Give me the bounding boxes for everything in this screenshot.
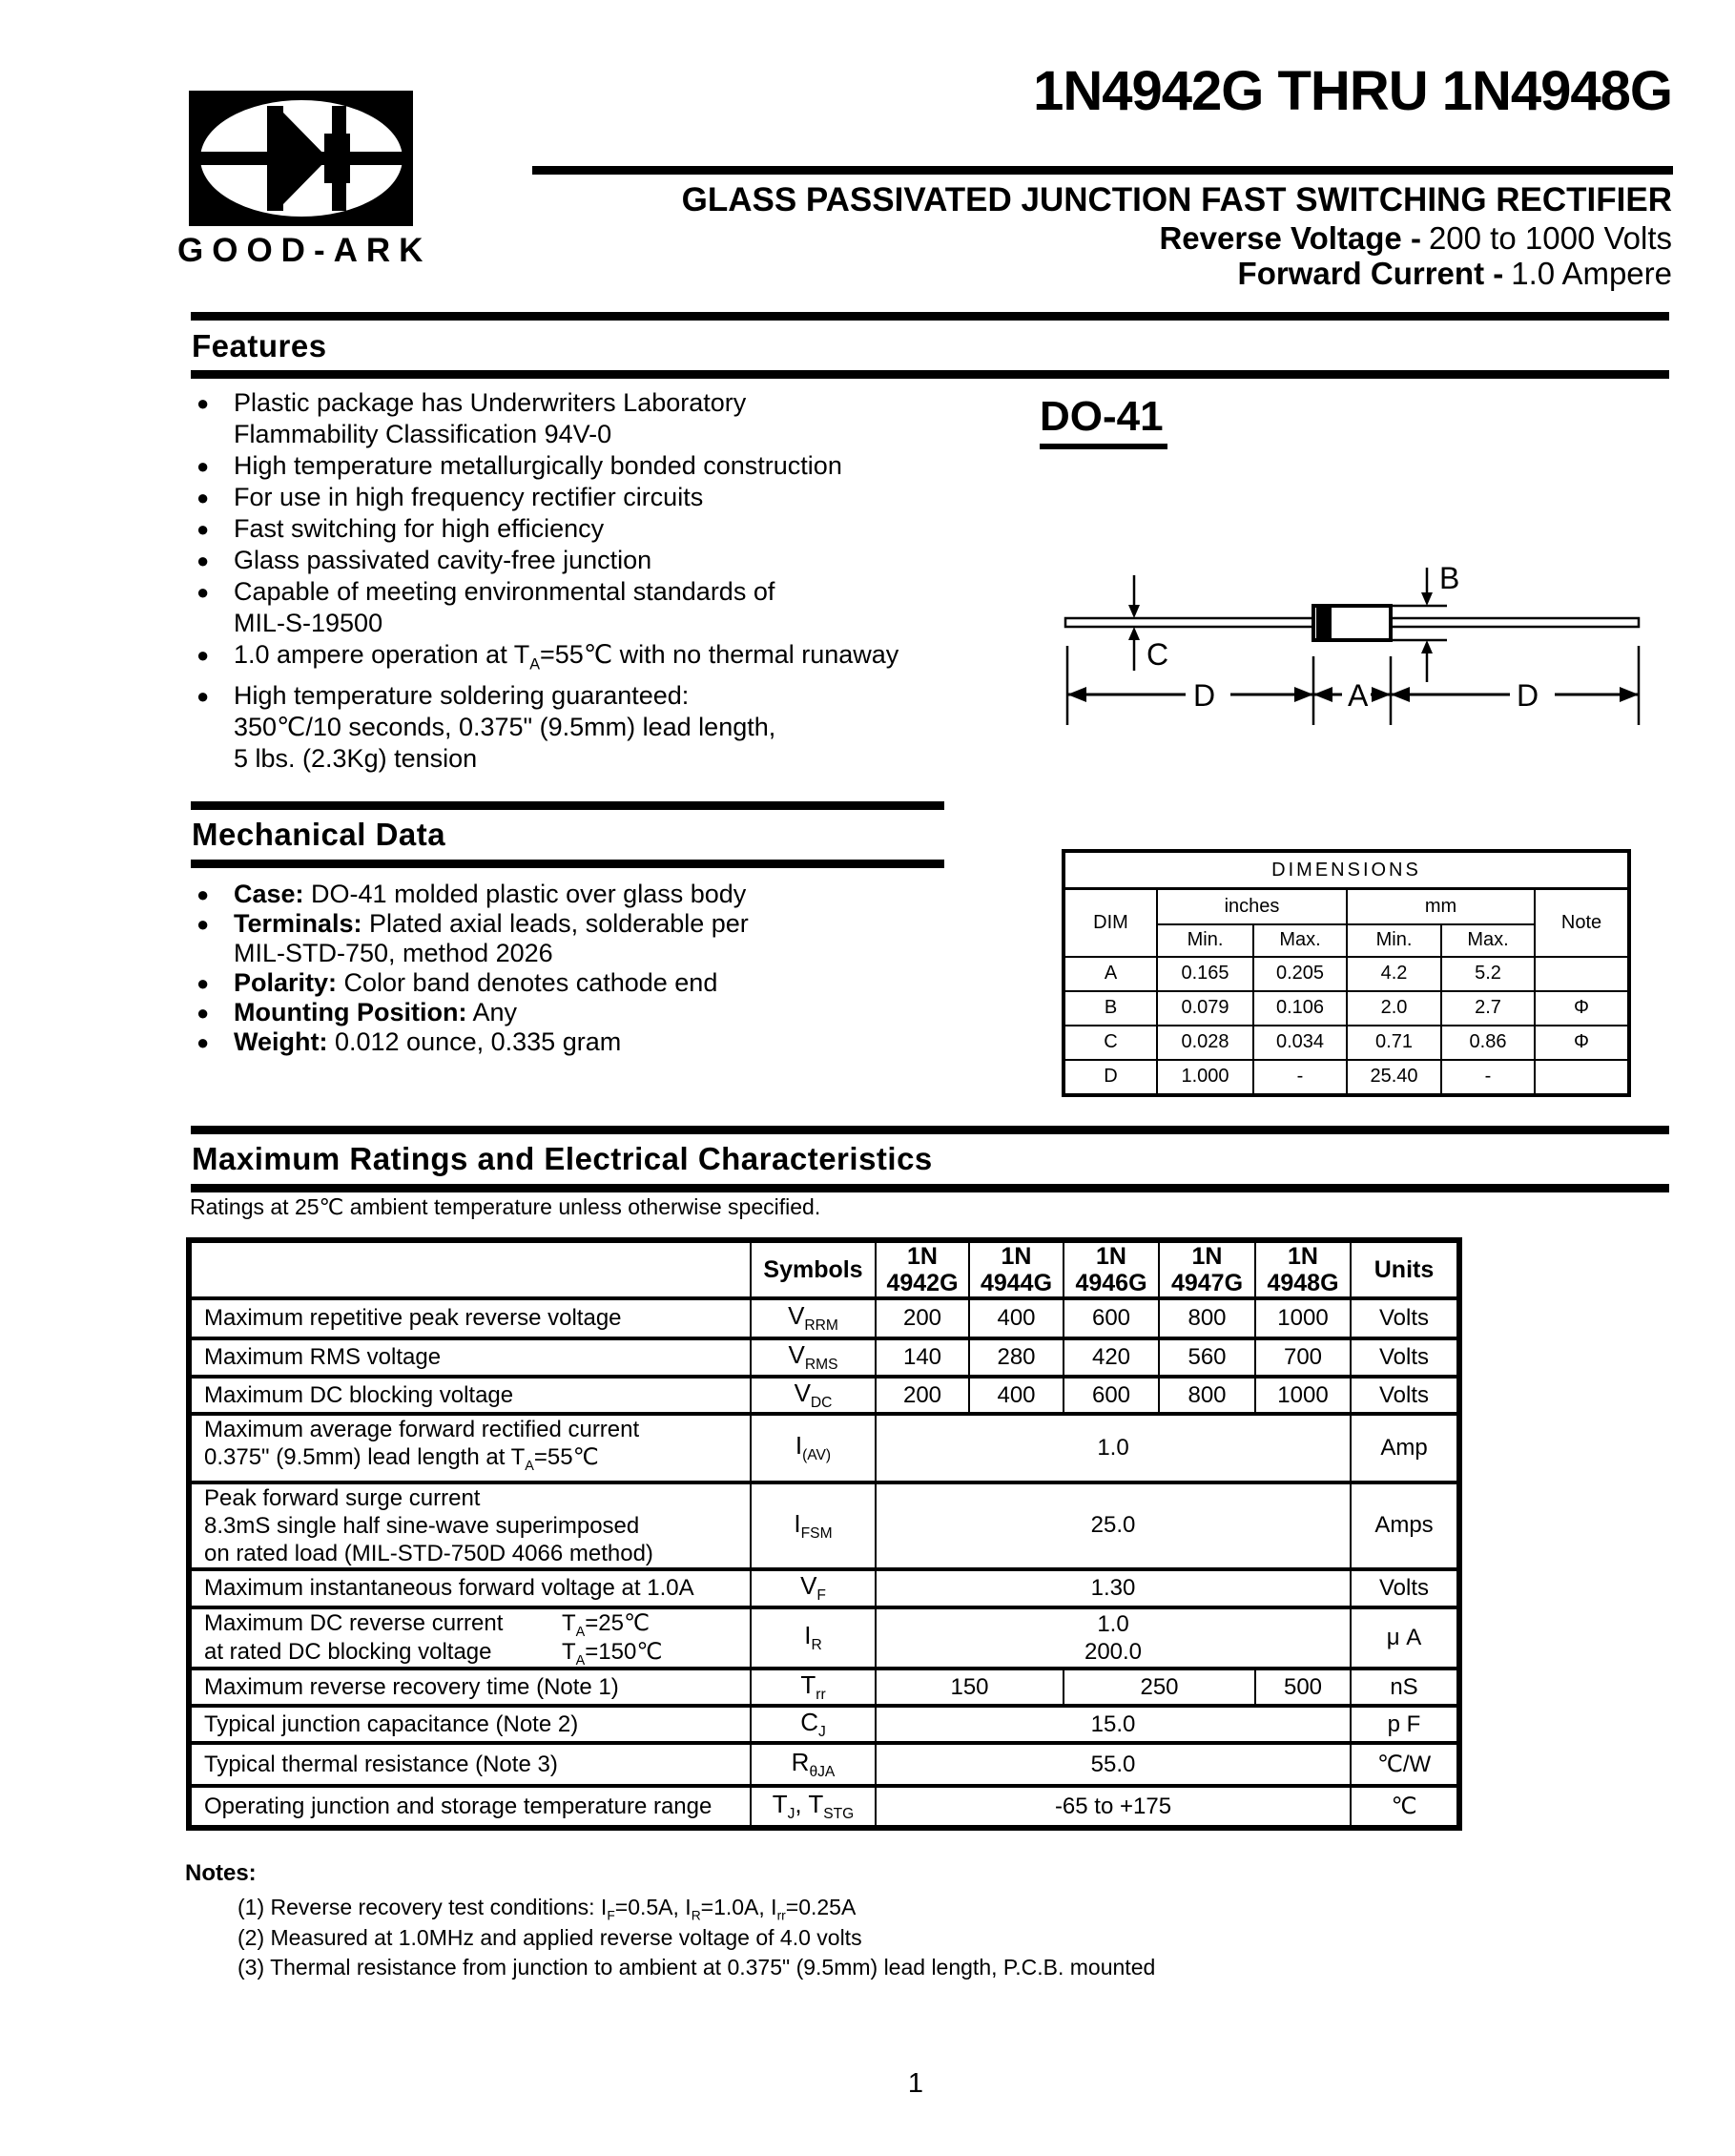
bullet-icon: ● [196,391,210,415]
rating-value: 280 [969,1338,1064,1377]
rating-value: 1.30 [876,1569,1351,1607]
bullet-icon: ● [196,486,210,509]
bullet-icon: ● [196,882,210,906]
ratings-header-row [189,1240,1459,1298]
note-1: (1) Reverse recovery test conditions: $I_F=0.5A$, $I_R=1.0A$, $I_{rr}=0.25A$ [238,1895,857,1923]
rating-value: 200 [876,1298,969,1338]
dimensions-table [1062,849,1631,1097]
mech-label: Terminals: [234,909,362,938]
notes-heading: Notes: [185,1860,257,1886]
rating-unit: Volts [1351,1338,1459,1377]
features-list [196,387,898,775]
goodark-logo-icon [189,91,413,226]
dim-label-a: A [1348,678,1369,713]
rating-value: 200 [876,1377,969,1414]
dim-cell [1535,957,1629,991]
page-number: 1 [907,2068,924,2099]
rating-value: 700 [1255,1338,1351,1377]
doc-subtitle: GLASS PASSIVATED JUNCTION FAST SWITCHING RECTIFIER [681,181,1672,218]
rating-value: 600 [1064,1298,1159,1338]
feature-text: For use in high frequency rectifier circuits [234,483,704,511]
col-header-symbols: Symbols [751,1240,876,1298]
rating-desc: Maximum RMS voltage [189,1338,751,1377]
section-divider [191,312,1669,321]
rating-value: 1.0 200.0 [876,1607,1351,1669]
feature-text: Capable of meeting environmental standards of [234,577,775,606]
rating-value: 25.0 [876,1482,1351,1569]
rating-unit: ℃/W [1351,1743,1459,1786]
rating-value: 1000 [1255,1377,1351,1414]
feature-text: 5 lbs. (2.3Kg) tension [234,744,478,774]
ratings-subnote: Ratings at 25℃ ambient temperature unless otherwise specified. [190,1194,821,1219]
rating-value: 500 [1255,1669,1351,1706]
cathode-band [1316,606,1332,640]
feature-item [196,680,898,712]
rating-desc: Maximum instantaneous forward voltage at 1.0A [189,1569,751,1607]
rating-value: 400 [969,1377,1064,1414]
forward-current-line [1238,256,1672,292]
col-header-note: Note [1535,889,1629,957]
rating-row [189,1706,1459,1743]
rating-symbol: $V_{RRM}$ [751,1298,876,1338]
mech-label: Weight: [234,1027,328,1056]
col-header-part: 1N 4944G [969,1240,1064,1298]
feature-text: 1.0 ampere operation at $T_A=55℃$ with no thermal runaway [234,640,899,674]
dim-cell: 0.106 [1253,991,1347,1026]
feature-item [196,387,898,419]
col-header-inches: inches [1157,889,1347,924]
page-title: 1N4942G THRU 1N4948G [1033,60,1672,122]
dim-cell: 0.034 [1253,1026,1347,1060]
dim-cell: B [1064,991,1157,1026]
feature-item [196,450,898,482]
dim-label-c: C [1146,637,1169,672]
mech-label: Case: [234,880,304,908]
col-header-min: Min. [1347,924,1441,957]
forward-current-value: 1.0 Ampere [1511,256,1672,291]
rating-row [189,1338,1459,1377]
note-2: (2) Measured at 1.0MHz and applied reverse voltage of 4.0 volts [238,1925,862,1950]
rating-symbol: $I_{FSM}$ [751,1482,876,1569]
bullet-icon: ● [196,912,210,936]
dim-cell: 0.079 [1157,991,1253,1026]
reverse-voltage-line [1159,220,1672,257]
rating-row [189,1414,1459,1482]
dimensions-title: DIMENSIONS [1064,851,1629,889]
rating-row [189,1377,1459,1414]
rating-unit: Amps [1351,1482,1459,1569]
reverse-voltage-value: 200 to 1000 Volts [1428,220,1672,256]
mech-label: Polarity: [234,968,338,997]
col-header-units: Units [1351,1240,1459,1298]
rating-desc: Maximum average forward rectified current 0.375" (9.5mm) lead length at $T_A=55℃$ [189,1414,751,1482]
forward-current-label: Forward Current - [1237,256,1504,291]
package-name: DO-41 [1040,393,1167,449]
dim-cell: 4.2 [1347,957,1441,991]
mechanical-heading: Mechanical Data [192,817,446,852]
rating-value: 1.0 [876,1414,1351,1482]
feature-item [196,712,898,743]
feature-item [196,419,898,450]
mech-text: 0.012 ounce, 0.335 gram [327,1027,622,1056]
reverse-voltage-label: Reverse Voltage - [1159,220,1421,256]
dim-cell: A [1064,957,1157,991]
feature-text: High temperature metallurgically bonded construction [234,451,842,480]
dimension-row [1064,991,1629,1026]
title-divider [532,166,1673,175]
dim-cell: C [1064,1026,1157,1060]
dimension-row [1064,1026,1629,1060]
dim-cell: Φ [1535,1026,1629,1060]
rating-unit: Volts [1351,1377,1459,1414]
col-header-mm: mm [1347,889,1535,924]
rating-unit: ℃ [1351,1786,1459,1828]
mech-text: Plated axial leads, solderable per [361,909,749,938]
rating-value: 55.0 [876,1743,1351,1786]
blank-header-cell [189,1240,751,1298]
col-header-part: 1N 4946G [1064,1240,1159,1298]
ratings-table [186,1237,1462,1831]
dimension-row [1064,1060,1629,1095]
feature-text: MIL-S-19500 [234,609,383,637]
bullet-icon: ● [196,517,210,541]
dim-cell: D [1064,1060,1157,1095]
bullet-icon: ● [196,1001,210,1025]
dim-cell: 25.40 [1347,1060,1441,1095]
rating-value: 250 [1064,1669,1255,1706]
dim-label-b: B [1439,561,1460,595]
dim-label-d-right: D [1517,678,1539,713]
rating-unit: p F [1351,1706,1459,1743]
rating-symbol: $V_F$ [751,1569,876,1607]
rating-unit: Volts [1351,1569,1459,1607]
feature-item [196,608,898,639]
feature-text: Fast switching for high efficiency [234,514,605,543]
mechanical-item [196,909,749,939]
mechanical-item [196,880,749,909]
rating-value: 800 [1159,1298,1255,1338]
dim-cell: 0.165 [1157,957,1253,991]
rating-value: 140 [876,1338,969,1377]
feature-text: High temperature soldering guaranteed: [234,681,690,711]
dim-cell: Φ [1535,991,1629,1026]
rating-symbol: $V_{RMS}$ [751,1338,876,1377]
ratings-heading: Maximum Ratings and Electrical Characteristics [192,1141,933,1176]
dim-cell: 2.0 [1347,991,1441,1026]
col-header-part: 1N 4942G [876,1240,969,1298]
rating-unit: Volts [1351,1298,1459,1338]
rating-row [189,1607,1459,1669]
dim-cell: 0.205 [1253,957,1347,991]
mech-text: Color band denotes cathode end [337,968,718,997]
rating-desc: Peak forward surge current 8.3mS single half sine-wave superimposed on rated load (MIL-STD-750D 4066 method) [189,1482,751,1569]
feature-text: Plastic package has Underwriters Laboratory [234,388,747,417]
section-divider [191,801,944,810]
rating-value: 800 [1159,1377,1255,1414]
col-header-min: Min. [1157,924,1253,957]
rating-row [189,1743,1459,1786]
bullet-icon: ● [196,549,210,572]
rating-unit: μ A [1351,1607,1459,1669]
dim-cell: 1.000 [1157,1060,1253,1095]
mechanical-item [196,939,749,968]
mechanical-item [196,1027,749,1057]
rating-row [189,1569,1459,1607]
mech-label: Mounting Position: [234,998,467,1026]
brand-name: GOOD-ARK [177,232,432,269]
mechanical-list [196,880,749,1057]
rating-row [189,1482,1459,1569]
rating-symbol: $C_J$ [751,1706,876,1743]
rating-unit: nS [1351,1669,1459,1706]
bullet-icon: ● [196,580,210,604]
rating-desc: Typical thermal resistance (Note 3) [189,1743,751,1786]
feature-item [196,576,898,608]
rating-value: 400 [969,1298,1064,1338]
bullet-icon: ● [196,454,210,478]
feature-item [196,743,898,775]
rating-desc: Maximum DC reverse current $T_A=25℃$ at rated DC blocking voltage $T_A=150℃$ [189,1607,751,1669]
section-divider [191,1184,1669,1192]
rating-row [189,1298,1459,1338]
mechanical-item [196,968,749,998]
feature-text: 350℃/10 seconds, 0.375" (9.5mm) lead length, [234,713,776,742]
col-header-max: Max. [1441,924,1535,957]
rating-desc: Operating junction and storage temperature range [189,1786,751,1828]
bullet-icon: ● [196,643,210,667]
rating-unit: Amp [1351,1414,1459,1482]
mech-text: MIL-STD-750, method 2026 [234,939,553,967]
rating-symbol: $T_{rr}$ [751,1669,876,1706]
dim-cell: 2.7 [1441,991,1535,1026]
rating-value: 15.0 [876,1706,1351,1743]
bullet-icon: ● [196,684,210,709]
dim-cell: 5.2 [1441,957,1535,991]
mech-text: Any [466,998,517,1026]
rating-value: 600 [1064,1377,1159,1414]
mech-text: DO-41 molded plastic over glass body [303,880,747,908]
col-header-dim: DIM [1064,889,1157,957]
features-heading: Features [192,328,327,363]
rating-symbol: $I_{(AV)}$ [751,1414,876,1482]
rating-value: 420 [1064,1338,1159,1377]
dim-cell: 0.71 [1347,1026,1441,1060]
col-header-part: 1N 4947G [1159,1240,1255,1298]
dim-cell: 0.86 [1441,1026,1535,1060]
dim-cell: - [1253,1060,1347,1095]
feature-item [196,545,898,576]
rating-desc: Maximum reverse recovery time (Note 1) [189,1669,751,1706]
rating-value: 560 [1159,1338,1255,1377]
dim-cell: 0.028 [1157,1026,1253,1060]
rating-row [189,1786,1459,1828]
rating-symbol: $I_R$ [751,1607,876,1669]
rating-value: 1000 [1255,1298,1351,1338]
mechanical-item [196,998,749,1027]
feature-item [196,482,898,513]
rating-value: 150 [876,1669,1064,1706]
rating-value: -65 to +175 [876,1786,1351,1828]
dim-cell [1535,1060,1629,1095]
feature-item [196,639,898,680]
section-divider [191,1126,1669,1134]
rating-symbol: $R_{\theta JA}$ [751,1743,876,1786]
bullet-icon: ● [196,1030,210,1054]
rating-desc: Typical junction capacitance (Note 2) [189,1706,751,1743]
col-header-max: Max. [1253,924,1347,957]
rating-desc: Maximum DC blocking voltage [189,1377,751,1414]
feature-text: Flammability Classification 94V-0 [234,420,612,448]
note-3: (3) Thermal resistance from junction to ambient at 0.375" (9.5mm) lead length, P.C.B. mounted [238,1955,1156,1980]
bullet-icon: ● [196,971,210,995]
rating-symbol: $V_{DC}$ [751,1377,876,1414]
rating-row [189,1669,1459,1706]
section-divider [191,860,944,868]
dim-cell: - [1441,1060,1535,1095]
section-divider [191,370,1669,379]
dim-label-d-left: D [1193,678,1216,713]
col-header-part: 1N 4948G [1255,1240,1351,1298]
dimension-row [1064,957,1629,991]
rating-desc: Maximum repetitive peak reverse voltage [189,1298,751,1338]
feature-item [196,513,898,545]
package-outline-diagram [1035,529,1669,749]
rating-symbol: $T_J$, $T_{STG}$ [751,1786,876,1828]
feature-text: Glass passivated cavity-free junction [234,546,652,574]
